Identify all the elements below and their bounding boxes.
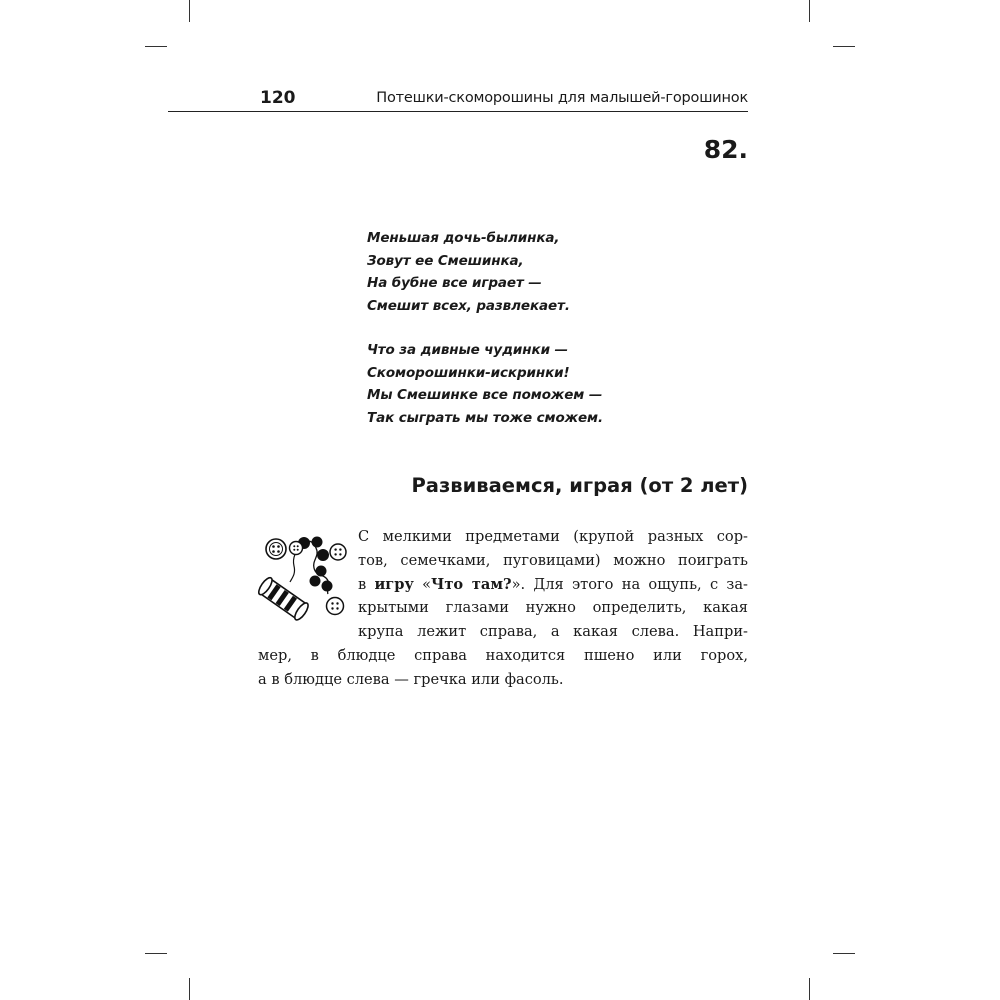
poem-line: Что за дивные чудинки — (367, 342, 568, 358)
paragraph-line: тов, семечками, пуговицами) можно поиграть (358, 551, 748, 569)
paragraph-line (258, 573, 748, 597)
text-run: « (413, 575, 432, 593)
crop-mark (145, 953, 167, 954)
crop-mark (809, 978, 810, 1000)
paragraph-line: а в блюдце слева — гречка или фасоль. (258, 670, 564, 688)
paragraph-line: С мелкими предметами (крупой разных сор- (358, 528, 748, 545)
poem-line: Мы Смешинке все поможем — (367, 387, 603, 403)
poem-line: Смешит всех, развлекает. (367, 297, 570, 314)
header-rule (168, 111, 748, 112)
poem-line: Меньшая дочь-былинка, (367, 230, 560, 246)
crop-mark (833, 953, 855, 954)
stanza (367, 339, 747, 429)
bold-text: Что там? (431, 575, 512, 593)
page-number: 120 (260, 88, 296, 108)
bold-text: игру (374, 575, 414, 593)
poem-line: На бубне все играет — (367, 275, 542, 291)
paragraph-line: крупа лежит справа, а какая слева. Напри- (358, 623, 748, 641)
poem-line: Скоморошинки-искринки! (367, 364, 570, 381)
crop-mark (833, 46, 855, 47)
poem (367, 227, 747, 451)
text-run: в (358, 575, 375, 593)
poem-line: Так сыграть мы тоже сможем. (367, 409, 603, 426)
body-paragraph (258, 525, 748, 692)
poem-line: Зовут ее Смешинка, (367, 252, 524, 269)
poem-number: 82. (703, 135, 748, 164)
paragraph-line: крытыми глазами нужно определить, какая (358, 599, 748, 617)
text-run: ». Для этого на ощупь, с за- (511, 575, 748, 593)
running-head (258, 86, 748, 112)
section-heading: Развиваемся, играя (от 2 лет) (411, 474, 748, 497)
crop-mark (809, 0, 810, 22)
running-title: Потешки-скоморошины для малышей-горошинок (376, 90, 748, 106)
crop-mark (189, 0, 190, 22)
crop-mark (145, 46, 167, 47)
stanza (367, 227, 747, 317)
crop-mark (189, 978, 190, 1000)
paragraph-line: мер, в блюдце справа находится пшено или горох, (258, 646, 748, 664)
